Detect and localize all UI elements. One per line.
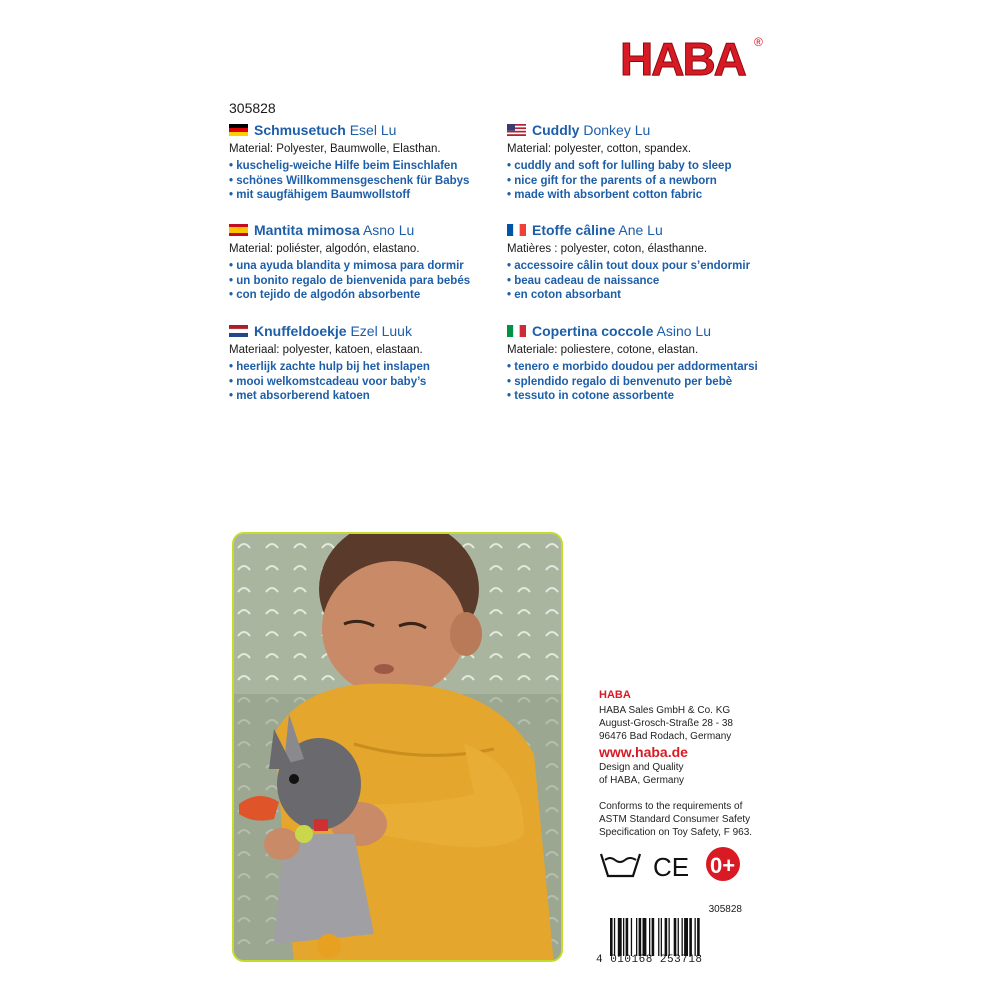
france-flag-icon — [507, 224, 526, 236]
list-item: • mooi welkomstcadeau voor baby’s — [229, 375, 430, 390]
barcode-bar — [678, 918, 679, 956]
title-rest: Ane Lu — [618, 222, 663, 238]
barcode-bar — [639, 918, 642, 956]
feature-list — [507, 360, 758, 404]
compliance-line-2: ASTM Standard Consumer Safety — [599, 814, 751, 825]
netherlands-flag-icon — [229, 325, 248, 337]
logo-text: HABA — [620, 33, 745, 85]
barcode-bar — [658, 918, 659, 956]
title-bold: Mantita mimosa — [254, 222, 360, 238]
title-rest: Esel Lu — [349, 122, 397, 138]
small-logo-text: HABA — [599, 689, 631, 699]
trademark: ® — [754, 35, 763, 49]
barcode-bar — [636, 918, 637, 956]
lang-block-fr — [507, 221, 750, 303]
lang-block-en — [507, 121, 731, 203]
barcode-bar — [631, 918, 632, 956]
ce-mark-text: CE — [653, 852, 690, 882]
haba-small-logo — [599, 687, 631, 699]
list-item: • splendido regalo di benvenuto per bebè — [507, 375, 758, 390]
compliance-line-1: Conforms to the requirements of — [599, 801, 743, 812]
title-bold: Knuffeldoekje — [254, 323, 347, 339]
barcode-bar — [665, 918, 668, 956]
barcode-bar — [610, 918, 613, 956]
barcode-digits: 4 010168 253718 — [596, 954, 703, 966]
title-bold: Etoffe câline — [532, 222, 616, 238]
material-text: Materiale: poliestere, cotone, elastan. — [507, 344, 699, 356]
company-name: HABA Sales GmbH & Co. KG — [599, 705, 731, 716]
age-label: 0+ — [710, 853, 736, 878]
barcode-bar — [674, 918, 677, 956]
barcode-bar — [614, 918, 615, 956]
title-bold: Schmusetuch — [254, 122, 346, 138]
feature-list — [507, 159, 731, 203]
feature-list — [507, 259, 750, 303]
title-bold: Cuddly — [532, 122, 580, 138]
baby-with-donkey-photo — [234, 534, 563, 962]
list-item: • made with absorbent cotton fabric — [507, 188, 731, 203]
material-text: Material: Polyester, Baumwolle, Elasthan. — [229, 143, 441, 155]
company-info — [599, 686, 769, 787]
barcode-bar — [695, 918, 696, 956]
barcode-bar — [697, 918, 700, 956]
barcode-bar — [661, 918, 662, 956]
list-item: • kuschelig-weiche Hilfe beim Einschlafen — [229, 159, 469, 174]
list-item: • un bonito regalo de bienvenida para bebés — [229, 274, 470, 289]
lang-block-de — [229, 121, 469, 203]
barcode-bar — [689, 918, 692, 956]
barcode-icon — [610, 918, 740, 956]
haba-logo — [618, 30, 768, 85]
list-item: • accessoire câlin tout doux pour s’endormir — [507, 259, 750, 274]
usa-flag-icon — [507, 124, 526, 136]
title-bold: Copertina coccole — [532, 323, 654, 339]
safety-symbols — [599, 846, 749, 884]
product-code: 305828 — [229, 100, 276, 116]
title-rest: Donkey Lu — [583, 122, 651, 138]
list-item: • beau cadeau de naissance — [507, 274, 750, 289]
list-item: • mit saugfähigem Baumwollstoff — [229, 188, 469, 203]
list-item: • en coton absorbant — [507, 288, 750, 303]
list-item: • cuddly and soft for lulling baby to sleep — [507, 159, 731, 174]
list-item: • nice gift for the parents of a newborn — [507, 174, 731, 189]
wash-tub-icon — [601, 854, 640, 876]
germany-flag-icon — [229, 124, 248, 136]
company-street: August-Grosch-Straße 28 - 38 — [599, 718, 733, 729]
title-rest: Ezel Luuk — [350, 323, 412, 339]
barcode-bar — [649, 918, 650, 956]
material-text: Material: polyester, cotton, spandex. — [507, 143, 692, 155]
barcode-bar — [643, 918, 647, 956]
lang-block-es — [229, 221, 470, 303]
compliance-text — [599, 800, 769, 839]
website-link[interactable]: www.haba.de — [599, 744, 688, 760]
list-item: • con tejido de algodón absorbente — [229, 288, 470, 303]
barcode-bar — [669, 918, 670, 956]
barcode-bar — [684, 918, 688, 956]
list-item: • heerlijk zachte hulp bij het inslapen — [229, 360, 430, 375]
barcode-bar — [618, 918, 622, 956]
barcode-bar — [652, 918, 655, 956]
material-text: Material: poliéster, algodón, elastano. — [229, 243, 420, 255]
title-rest: Asino Lu — [656, 323, 711, 339]
barcode-area — [596, 904, 746, 968]
italy-flag-icon — [507, 325, 526, 337]
feature-list — [229, 259, 470, 303]
list-item: • tessuto in cotone assorbente — [507, 389, 758, 404]
barcode-bar — [623, 918, 624, 956]
material-text: Matières : polyester, coton, élasthanne. — [507, 243, 708, 255]
material-text: Materiaal: polyester, katoen, elastaan. — [229, 344, 423, 356]
list-item: • tenero e morbido doudou per addormentarsi — [507, 360, 758, 375]
company-city: 96476 Bad Rodach, Germany — [599, 731, 732, 742]
list-item: • schönes Willkommensgeschenk für Babys — [229, 174, 469, 189]
age-0-plus-icon — [706, 847, 740, 881]
quality-line-2: of HABA, Germany — [599, 775, 685, 786]
list-item: • una ayuda blandita y mimosa para dormir — [229, 259, 470, 274]
ce-mark-icon — [653, 852, 689, 882]
spain-flag-icon — [229, 224, 248, 236]
feature-list — [229, 360, 430, 404]
title-rest: Asno Lu — [362, 222, 415, 238]
compliance-line-3: Specification on Toy Safety, F 963. — [599, 827, 753, 838]
lang-block-it — [507, 322, 758, 404]
quality-line-1: Design and Quality — [599, 762, 684, 773]
feature-list — [229, 159, 469, 203]
barcode-bar — [626, 918, 629, 956]
lang-block-nl — [229, 322, 430, 404]
product-photo — [232, 532, 563, 962]
barcode-bar — [682, 918, 683, 956]
list-item: • met absorberend katoen — [229, 389, 430, 404]
barcode-code: 305828 — [708, 904, 742, 915]
